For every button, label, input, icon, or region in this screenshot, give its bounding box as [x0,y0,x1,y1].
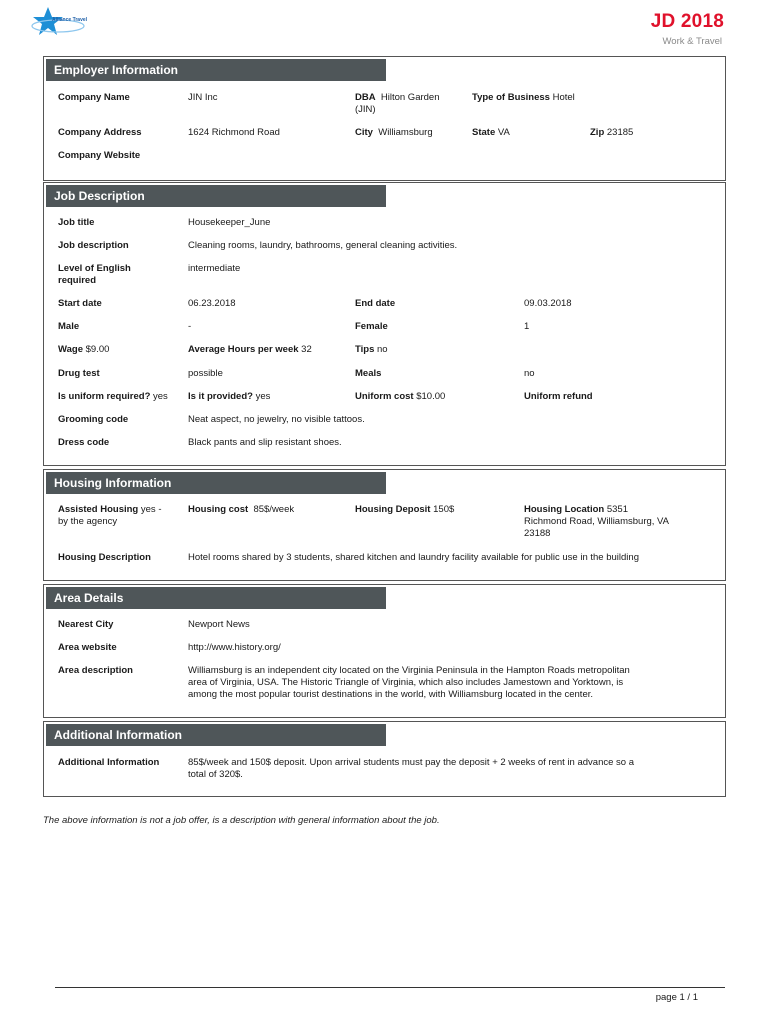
address-value: 1624 Richmond Road [188,127,280,138]
job-title-value: Housekeeper_June [188,217,271,228]
field-label: Company Address [58,127,142,138]
wage-field: Wage $9.00 [58,344,110,355]
job-section [43,182,726,466]
start-date-value: 06.23.2018 [188,298,236,309]
company-name-value: JIN Inc [188,92,218,103]
section-heading: Housing Information [46,472,386,494]
drug-test-value: possible [188,368,223,379]
field-label: Job description [58,240,129,251]
housing-description-value: Hotel rooms shared by 3 students, shared kitchen and laundry facility available for public use in the building [188,552,639,563]
field-label: Dress code [58,437,110,448]
field-label: Meals [355,368,382,379]
meals-value: no [524,368,535,379]
field-label: Start date [58,298,102,309]
area-description-value: Williamsburg is an independent city located on the Virginia Peninsula in the Hampton Roads metropolitan area of Virginia, USA. The Historic Triangle of Virginia, which also includes Jamestown and Yorktown, is among the most popular tourist destinations in the world, with Williamsburg located in the center. [188,665,630,700]
housing-cost-field: Housing cost 85$/week [188,504,295,515]
grooming-value: Neat aspect, no jewelry, no visible tattoos. [188,414,365,425]
dba-field: DBA Hilton Garden (JIN) [355,92,440,115]
state-field: State VA [472,127,510,138]
area-section [43,584,726,718]
field-label: End date [355,298,396,309]
end-date-value: 09.03.2018 [524,298,572,309]
zip-field: Zip 23185 [590,127,634,138]
field-label: Drug test [58,368,100,379]
field-label: Area website [58,642,117,653]
housing-section [43,469,726,581]
hours-field: Average Hours per week 32 [188,344,312,355]
male-value: - [188,321,192,332]
page-number: page 1 / 1 [655,992,698,1003]
section-heading: Employer Information [46,59,386,81]
document-title: JD 2018 [650,11,724,32]
employer-section [43,56,726,181]
english-level-value: intermediate [188,263,241,274]
field-label: Job title [58,217,95,228]
footer-divider [55,987,725,988]
field-label: Grooming code [58,414,129,425]
uniform-required-field: Is uniform required? yes [58,391,168,402]
field-label: Additional Information [58,757,160,768]
assisted-housing-field: Assisted Housing yes - by the agency [58,504,162,527]
section-heading: Job Description [46,185,386,207]
logo-wordmark: Alliance Travel [52,17,88,23]
disclaimer-note: The above information is not a job offer, is a description with general information about the job. [43,815,440,826]
female-value: 1 [524,321,530,332]
housing-location-field: Housing Location 5351 Richmond Road, Williamsburg, VA 23188 [524,504,670,539]
field-label: Female [355,321,388,332]
document-subtitle: Work & Travel [662,36,722,47]
additional-info-value: 85$/week and 150$ deposit. Upon arrival students must pay the deposit + 2 weeks of rent in advance so a total of 320$. [188,757,634,780]
field-label: Uniform refund [524,391,593,402]
tips-field: Tips no [355,344,388,355]
job-description-value: Cleaning rooms, laundry, bathrooms, general cleaning activities. [188,240,458,251]
business-type-field: Type of Business Hotel [472,92,575,103]
additional-section [43,721,726,797]
area-website-link[interactable]: http://www.history.org/ [188,642,281,653]
field-label: Company Website [58,150,141,161]
uniform-provided-field: Is it provided? yes [188,391,271,402]
housing-deposit-field: Housing Deposit 150$ [355,504,455,515]
dress-code-value: Black pants and slip resistant shoes. [188,437,342,448]
field-label: Company Name [58,92,130,103]
field-label: Level of English required [58,263,131,286]
uniform-cost-field: Uniform cost $10.00 [355,391,446,402]
company-logo [30,6,92,40]
city-field: City Williamsburg [355,127,433,138]
field-label: Nearest City [58,619,114,630]
nearest-city-value: Newport News [188,619,250,630]
section-heading: Additional Information [46,724,386,746]
field-label: Male [58,321,80,332]
field-label: Housing Description [58,552,151,563]
field-label: Area description [58,665,133,676]
section-heading: Area Details [46,587,386,609]
